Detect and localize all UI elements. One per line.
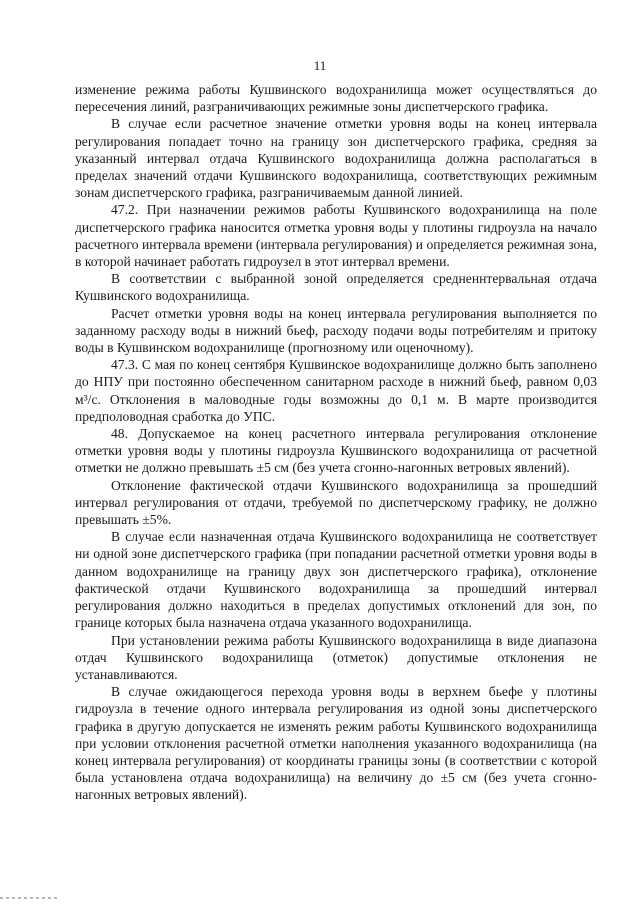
paragraph-outflow-deviation: Отклонение фактической отдачи Кушвинского водохранилища за прошедший интервал регулирования от отдачи, требуемой по диспетчерскому графику, не должно превышать ±5%. [75, 477, 597, 528]
paragraph-47-3: 47.3. С мая по конец сентября Кушвинское водохранилище должно быть заполнено до НПУ при постоянно обеспеченном санитарном расходе в нижний бьеф, равном 0,03 м³/с. Отклонения в маловодные годы возможны до 0,1 м. В марте производится предполоводная сработка до УПС. [75, 357, 597, 424]
paragraph-continuation: изменение режима работы Кушвинского водохранилища может осуществляться до пересечения линий, разграничивающих режимные зоны диспетчерского графика. [75, 82, 597, 115]
page-number: 11 [313, 58, 327, 73]
paragraph-zone-transition: В случае ожидающегося перехода уровня воды в верхнем бьефе у плотины гидроузла в течение одного интервала регулирования из одной зоны диспетчерского графика в другую допускается не изменять режим работы Кушвинского водохранилища при условии отклонения расчетной отметки наполнения указанного водохранилища (на конец интервала регулирования) от координаты границы зоны (в соответствии с которой была установлена отдача водохранилища) на величину до ±5 см (без учета сгонно-нагонных ветровых явлений). [75, 684, 597, 803]
paragraph-boundary-case: В случае если расчетное значение отметки уровня воды на конец интервала регулирования попадает точно на границу зон диспетчерского графика, средняя за указанный интервал отдача Кушвинского водохранилища должна располагаться в пределах значений отдачи Кушвинского водохранилища, соответствующих режимным зонам диспетчерского графика, разграничиваемым данной линией. [75, 116, 597, 201]
paragraph-zone-outflow: В соответствии с выбранной зоной определяется средненнтервальная отдача Кушвинского водохранилища. [75, 271, 597, 304]
paragraph-47-2: 47.2. При назначении режимов работы Кушвинского водохранилища на поле диспетчерского графика наносится отметка уровня воды у плотины гидроузла на начало расчетного интервала времени (интервала регулирования) и определяется режимная зона, в которой начинает работать гидроузел в этот интервал времени. [75, 202, 597, 270]
paragraph-level-calculation: Расчет отметки уровня воды на конец интервала регулирования выполняется по заданному расходу воды в нижний бьеф, расходу подачи воды потребителям и притоку воды в Кушвинском водохранилище (прогнозному или оценочному). [75, 305, 597, 356]
paragraph-range-mode: При установлении режима работы Кушвинского водохранилища в виде диапазона отдач Кушвинского водохранилища (отметок) допустимые отклонения не устанавливаются. [75, 632, 597, 682]
paragraph-no-zone-match: В случае если назначенная отдача Кушвинского водохранилища не соответствует ни одной зоне диспетчерского графика (при попадании расчетной отметки уровня воды в данном водохранилище на границу двух зон диспетчерского графика), отклонение фактической отдачи Кушвинского водохранилища за прошедший интервал регулирования должно находиться в пределах допустимых отклонений для зон, по границе которых была назначена отдача указанного водохранилища. [75, 529, 597, 631]
paragraph-48: 48. Допускаемое на конец расчетного интервала регулирования отклонение отметки уровня воды у плотины гидроузла Кушвинского водохранилища от расчетной отметки не должно превышать ±5 см (без учета сгонно-нагонных ветровых явлений). [75, 426, 597, 476]
body-text [75, 81, 597, 804]
scan-artifact [0, 897, 60, 899]
